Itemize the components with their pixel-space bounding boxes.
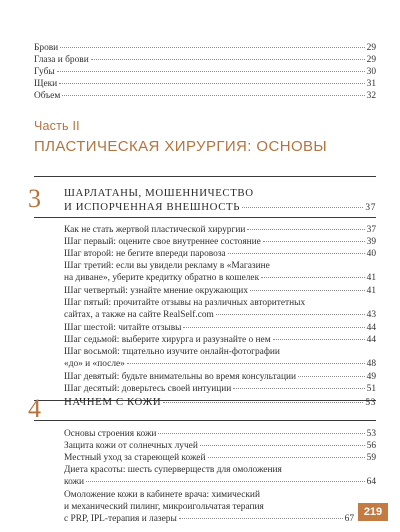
entry-page: 56: [366, 441, 376, 451]
entry-title: Шаг шестой: читайте отзывы: [64, 323, 182, 333]
chapter-title-line: И ИСПОРЧЕННАЯ ВНЕШНОСТЬ: [64, 201, 241, 213]
entry-page: 59: [366, 453, 376, 463]
toc-entry[interactable]: [64, 383, 376, 395]
entry-page: 53: [366, 429, 376, 439]
dot-leader: [86, 481, 365, 482]
entry-page: 39: [366, 237, 376, 247]
dot-leader: [208, 457, 365, 458]
chapter-title-line: НАЧНЕМ С КОЖИ: [64, 396, 162, 408]
dot-leader: [261, 277, 364, 278]
dot-leader: [298, 376, 365, 377]
entry-page: 41: [366, 273, 376, 283]
entry-page: 44: [366, 323, 376, 333]
entry-title: Шаг третий: если вы увидели рекламу в «Магазине: [64, 261, 270, 271]
entry-title: с PRP, IPL-терапия и лазеры: [64, 514, 177, 524]
entry-page: 31: [366, 79, 376, 89]
toc-entry[interactable]: [34, 90, 376, 102]
toc-entry[interactable]: [64, 297, 376, 321]
entry-title: Диета красоты: шесть суперверществ для омоложения: [64, 465, 282, 475]
dot-leader: [263, 241, 365, 242]
dot-leader: [158, 433, 364, 434]
dot-leader: [91, 59, 365, 60]
entry-title: Шаг четвертый: узнайте мнение окружающих: [64, 286, 249, 296]
toc-entry[interactable]: [64, 428, 376, 440]
toc-entry[interactable]: [64, 464, 376, 488]
entry-page: 41: [366, 286, 376, 296]
toc-entry[interactable]: [64, 224, 376, 236]
toc-entry[interactable]: [64, 489, 354, 525]
dot-leader: [200, 445, 365, 446]
toc-entry[interactable]: [34, 78, 376, 90]
chapter-page: 37: [365, 203, 376, 213]
dot-leader: [242, 207, 363, 208]
entry-title: и механический пилинг, микроигольчатая терапия: [64, 502, 264, 512]
toc-entry[interactable]: [64, 334, 376, 346]
entry-page: 49: [366, 372, 376, 382]
dot-leader: [60, 47, 364, 48]
part-title: ПЛАСТИЧЕСКАЯ ХИРУРГИЯ: ОСНОВЫ: [34, 138, 328, 155]
dot-leader: [250, 290, 365, 291]
entry-title: на диване», уберите кредитку обратно в кошелек: [64, 273, 260, 283]
dot-leader: [273, 339, 365, 340]
chapter-divider: [34, 176, 376, 177]
entry-title: Щеки: [34, 79, 58, 89]
toc-entry[interactable]: [64, 236, 376, 248]
entry-title: Основы строения кожи: [64, 429, 157, 439]
toc-entry[interactable]: [34, 54, 376, 66]
entry-title: Объем: [34, 91, 61, 101]
dot-leader: [59, 83, 364, 84]
chapter-number: 3: [28, 184, 41, 213]
entry-title: Шаг восьмой: тщательно изучите онлайн-фотографии: [64, 347, 280, 357]
entry-page: 48: [366, 359, 376, 369]
page-number-badge: 219: [358, 503, 388, 521]
toc-entry[interactable]: [64, 452, 376, 464]
chapter-title[interactable]: [64, 395, 376, 410]
entry-title: Брови: [34, 43, 59, 53]
chapter-divider: [34, 420, 376, 421]
entry-title: Глаза и брови: [34, 55, 89, 65]
entry-title: Шаг девятый: будьте внимательны во время консультации: [64, 372, 297, 382]
dot-leader: [57, 71, 365, 72]
entry-page: 40: [366, 249, 376, 259]
part-label: Часть II: [34, 119, 80, 133]
entry-page: 43: [366, 310, 376, 320]
entry-page: 44: [366, 335, 376, 345]
entry-title: кожи: [64, 477, 85, 487]
chapter-title[interactable]: [64, 186, 376, 215]
entry-title: Шаг пятый: прочитайте отзывы на различных авторитетных: [64, 298, 306, 308]
entry-title: Губы: [34, 67, 55, 77]
entry-title: Шаг первый: оцените свое внутреннее состояние: [64, 237, 261, 247]
toc-entry[interactable]: [34, 42, 376, 54]
dot-leader: [179, 518, 343, 519]
entry-title: Омоложение кожи в кабинете врача: химический: [64, 490, 260, 500]
entry-page: 67: [344, 514, 354, 524]
entry-title: Как не стать жертвой пластической хирургии: [64, 225, 246, 235]
entry-title: «до» и «после»: [64, 359, 125, 369]
toc-entry[interactable]: [64, 440, 376, 452]
dot-leader: [228, 253, 365, 254]
chapter-title-line: ШАРЛАТАНЫ, МОШЕННИЧЕСТВО: [64, 187, 254, 199]
toc-entry[interactable]: [64, 322, 376, 334]
toc-entry[interactable]: [64, 285, 376, 297]
entry-page: 51: [366, 384, 376, 394]
dot-leader: [233, 388, 364, 389]
chapter-divider: [34, 217, 376, 218]
toc-entry[interactable]: [64, 346, 376, 370]
entry-page: 29: [366, 43, 376, 53]
entry-title: Местный уход за стареющей кожей: [64, 453, 206, 463]
entry-page: 29: [366, 55, 376, 65]
dot-leader: [163, 402, 363, 403]
dot-leader: [183, 327, 364, 328]
entry-page: 30: [366, 67, 376, 77]
toc-entry[interactable]: [34, 66, 376, 78]
entry-title: Защита кожи от солнечных лучей: [64, 441, 198, 451]
toc-entry[interactable]: [64, 260, 376, 284]
entry-title: Шаг десятый: доверьтесь своей интуиции: [64, 384, 232, 394]
entry-title: сайтах, а также на сайте RealSelf.com: [64, 310, 214, 320]
dot-leader: [216, 314, 365, 315]
entry-page: 64: [366, 477, 376, 487]
dot-leader: [247, 229, 364, 230]
dot-leader: [62, 95, 364, 96]
entry-page: 32: [366, 91, 376, 101]
toc-entry[interactable]: [64, 248, 376, 260]
toc-entry[interactable]: [64, 371, 376, 383]
chapter-number: 4: [28, 394, 41, 423]
entry-title: Шаг седьмой: выберите хирурга и разузнайте о нем: [64, 335, 271, 345]
entry-title: Шаг второй: не бегите впереди паровоза: [64, 249, 226, 259]
entry-page: 37: [366, 225, 376, 235]
chapter-page: 53: [365, 398, 376, 408]
dot-leader: [127, 363, 365, 364]
